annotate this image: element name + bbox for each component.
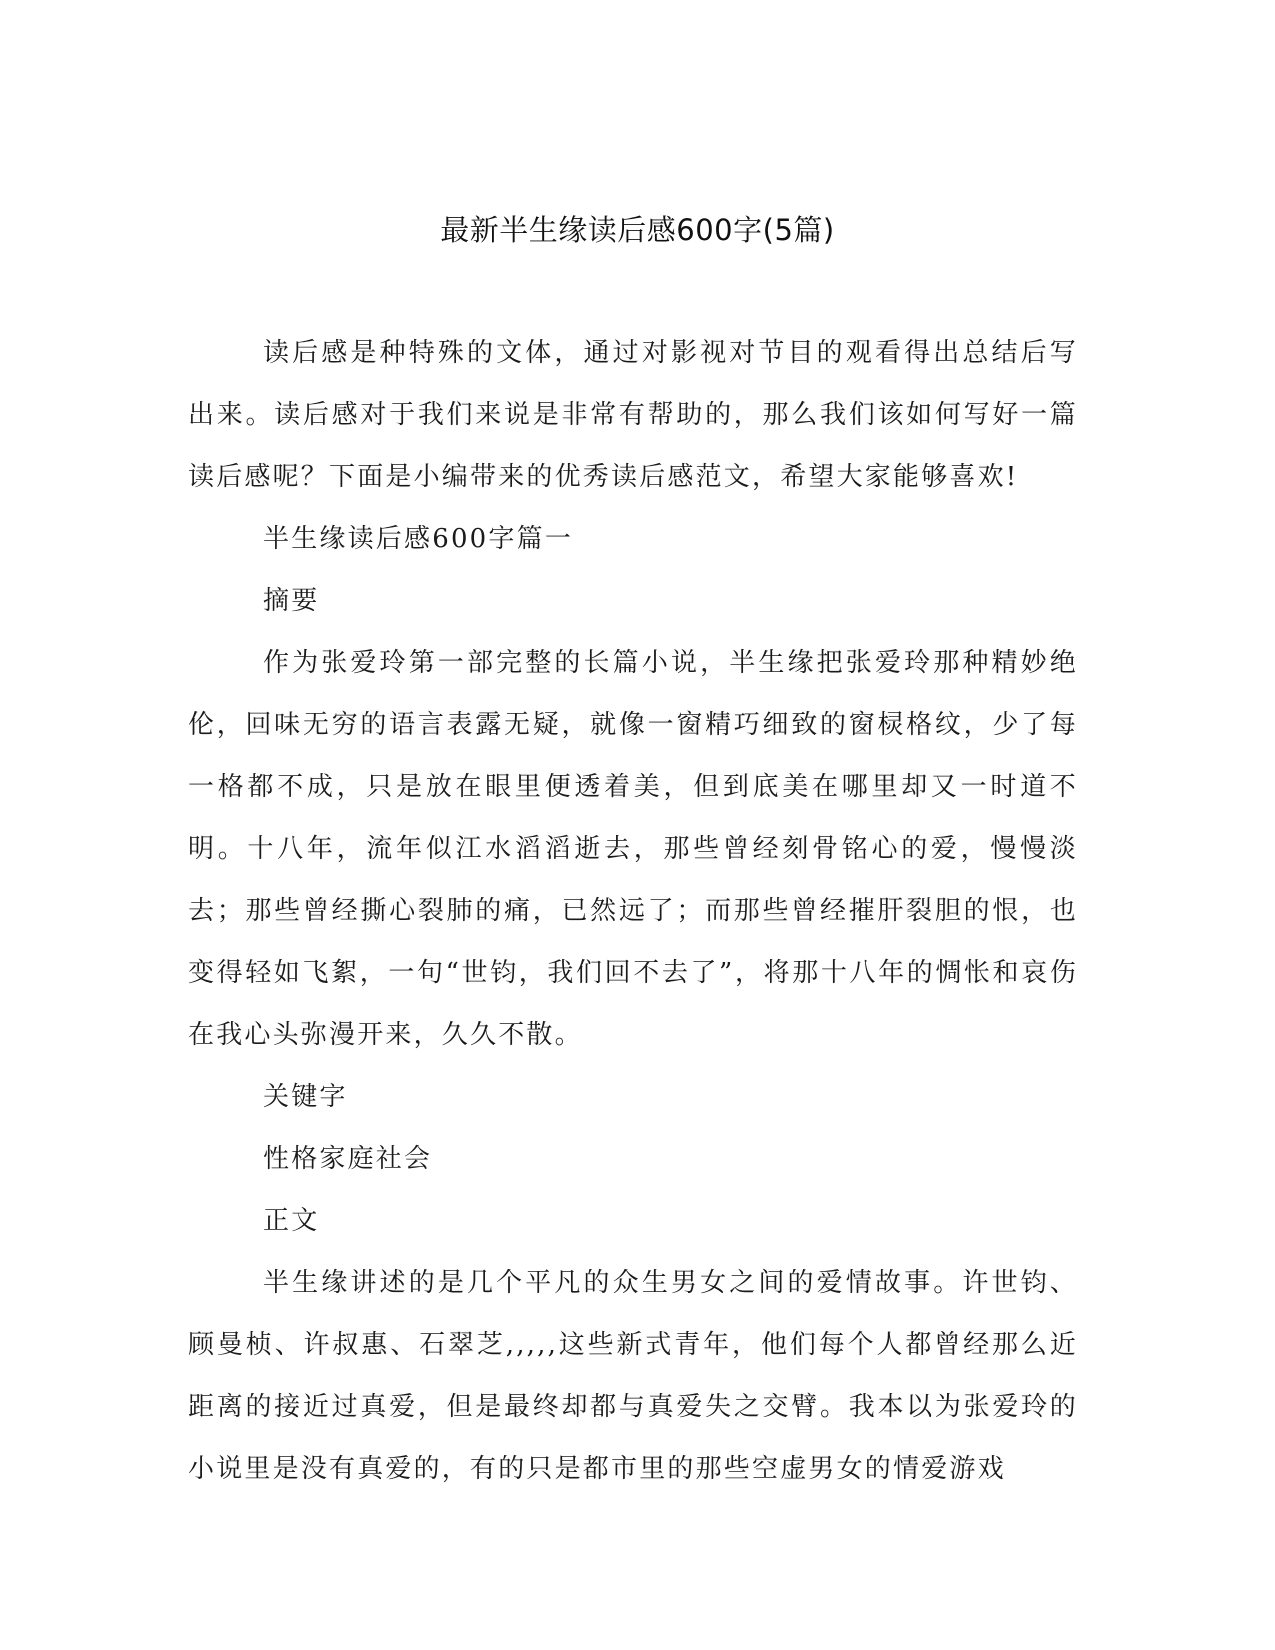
section-heading: 半生缘读后感600字篇一 <box>263 524 574 554</box>
abstract-paragraph: 作为张爱玲第一部完整的长篇小说，半生缘把张爱玲那种精妙绝伦，回味无穷的语言表露无疑，就像一窗精巧细致的窗棂格纹，少了每一格都不成，只是放在眼里便透着美，但到底美在哪里却又一时道不明。十八年，流年似江水滔滔逝去，那些曾经刻骨铭心的爱，慢慢淡去；那些曾经撕心裂肺的痛，已然远了；而那些曾经摧肝裂胆的恨，也变得轻如飞絮，一句“世钧，我们回不去了”，将那十八年的惆怅和哀伤在我心头弥漫开来，久久不散。 <box>188 648 1078 1050</box>
keywords-text: 性格家庭社会 <box>263 1144 433 1174</box>
main-text-heading: 正文 <box>263 1206 320 1236</box>
document-body <box>188 322 1078 1500</box>
abstract-heading: 摘要 <box>263 586 320 616</box>
document-title: 最新半生缘读后感600字(5篇) <box>440 213 835 247</box>
intro-paragraph: 读后感是种特殊的文体，通过对影视对节目的观看得出总结后写出来。读后感对于我们来说是非常有帮助的，那么我们该如何写好一篇读后感呢？下面是小编带来的优秀读后感范文，希望大家能够喜欢! <box>188 338 1078 492</box>
main-text-paragraph: 半生缘讲述的是几个平凡的众生男女之间的爱情故事。许世钧、顾曼桢、许叔惠、石翠芝,,,,,这些新式青年，他们每个人都曾经那么近距离的接近过真爱，但是最终却都与真爱失之交臂。我本以为张爱玲的小说里是没有真爱的，有的只是都市里的那些空虚男女的情爱游戏 <box>188 1268 1078 1484</box>
keywords-heading: 关键字 <box>263 1082 348 1112</box>
